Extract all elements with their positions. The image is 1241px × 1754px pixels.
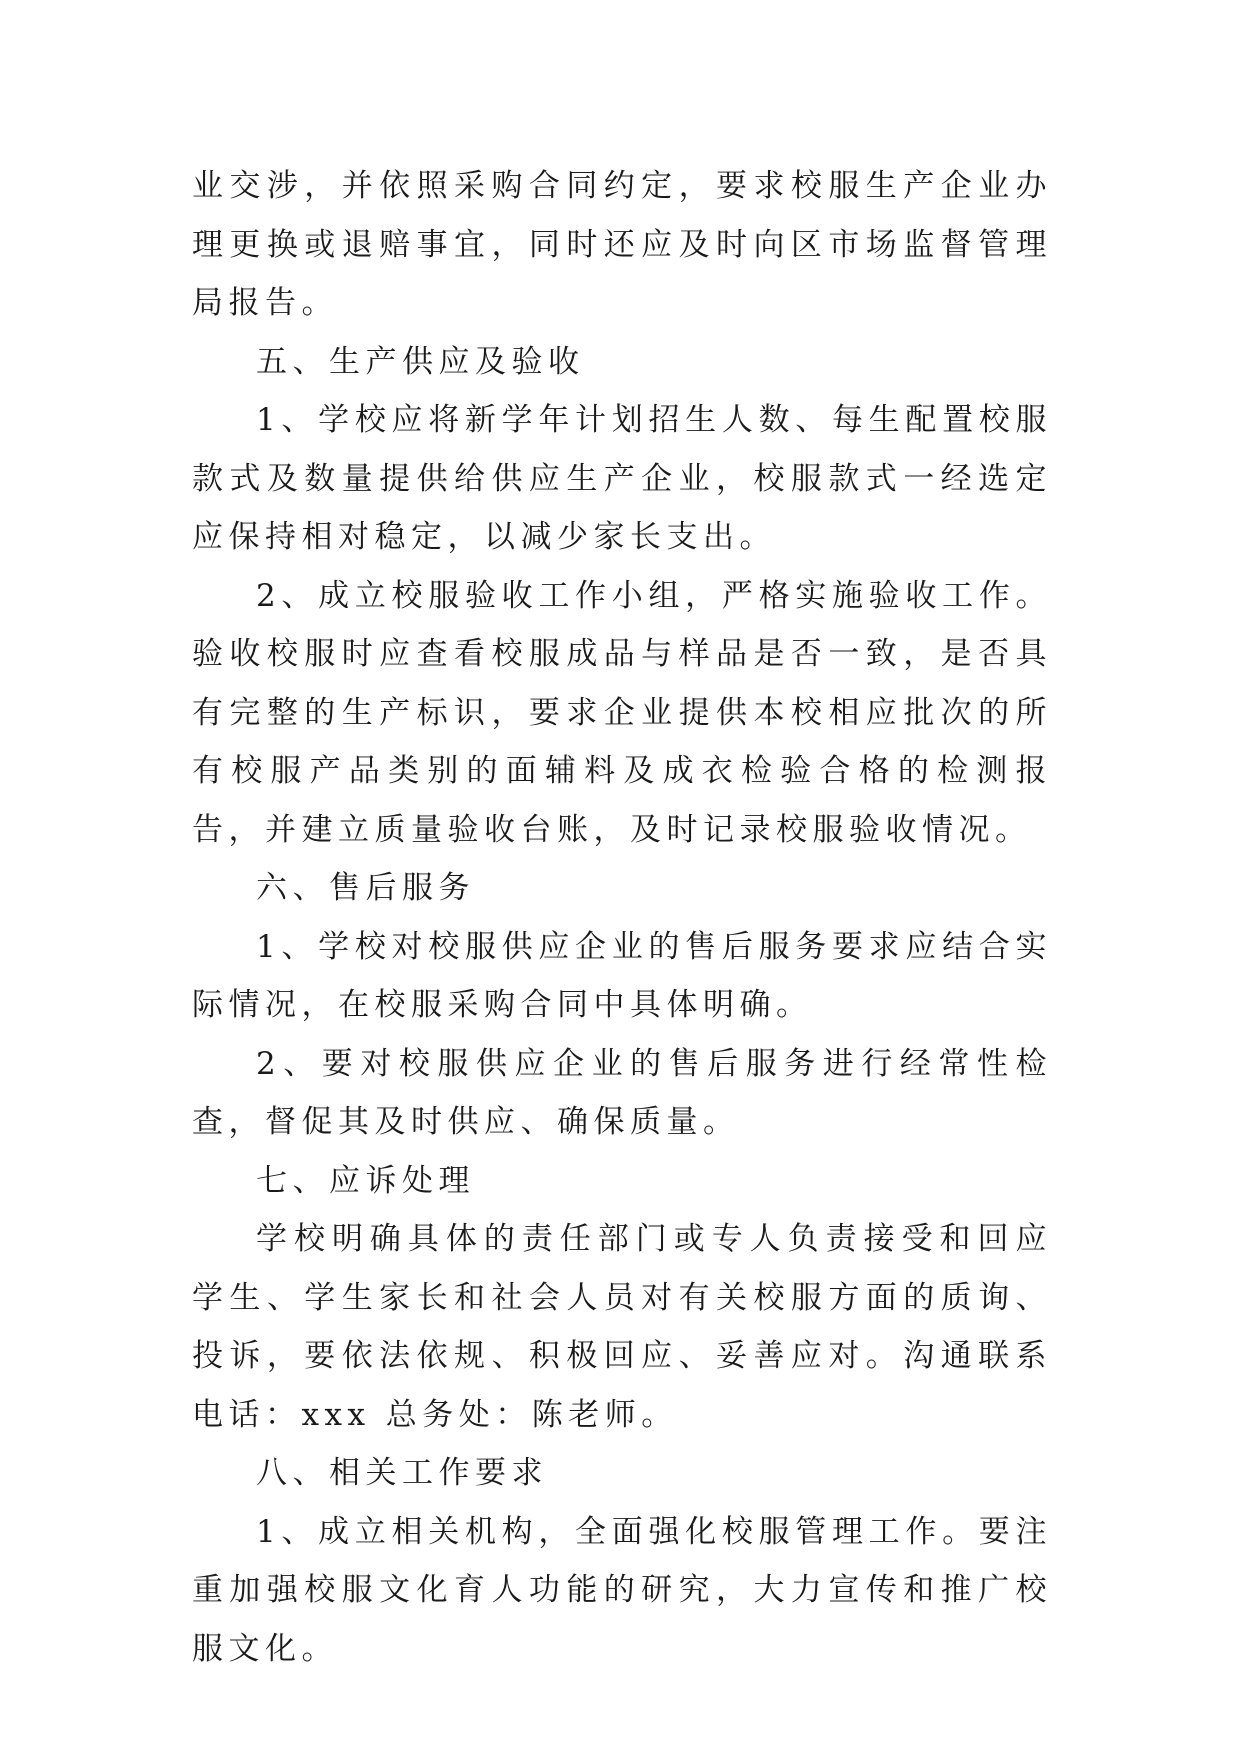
paragraph-complaints: 学校明确具体的责任部门或专人负责接受和回应学生、学生家长和社会人员对有关校服方面的质询、投诉，要依法依规、积极回应、妥善应对。沟通联系电话：xxx 总务处：陈老师。 [192, 1221, 1052, 1433]
paragraph-work-requirements-item-1: 1、成立相关机构，全面强化校服管理工作。要注重加强校服文化育人功能的研究，大力宣传和推广校服文化。 [192, 1513, 1052, 1667]
section-heading-complaints: 七、应诉处理 [256, 1162, 475, 1199]
section-heading-production-supply: 五、生产供应及验收 [256, 343, 585, 380]
paragraph-after-sales-item-1: 1、学校对校服供应企业的售后服务要求应结合实际情况，在校服采购合同中具体明确。 [192, 928, 1052, 1023]
paragraph-continuation: 业交涉，并依照采购合同约定，要求校服生产企业办理更换或退赔事宜，同时还应及时向区市场监督管理局报告。 [192, 168, 1052, 321]
paragraph-supply-item-2: 2、成立校服验收工作小组，严格实施验收工作。验收校服时应查看校服成品与样品是否一致，是否具有完整的生产标识，要求企业提供本校相应批次的所有校服产品类别的面辅料及成衣检验合格的检测报告，并建立质量验收台账，及时记录校服验收情况。 [192, 577, 1052, 848]
paragraph-supply-item-1: 1、学校应将新学年计划招生人数、每生配置校服款式及数量提供给供应生产企业，校服款式一经选定应保持相对稳定，以减少家长支出。 [192, 402, 1052, 555]
document-body [192, 157, 1052, 1678]
section-heading-after-sales: 六、售后服务 [256, 870, 475, 906]
section-heading-work-requirements: 八、相关工作要求 [256, 1455, 548, 1491]
paragraph-after-sales-item-2: 2、要对校服供应企业的售后服务进行经常性检查，督促其及时供应、确保质量。 [192, 1045, 1052, 1140]
